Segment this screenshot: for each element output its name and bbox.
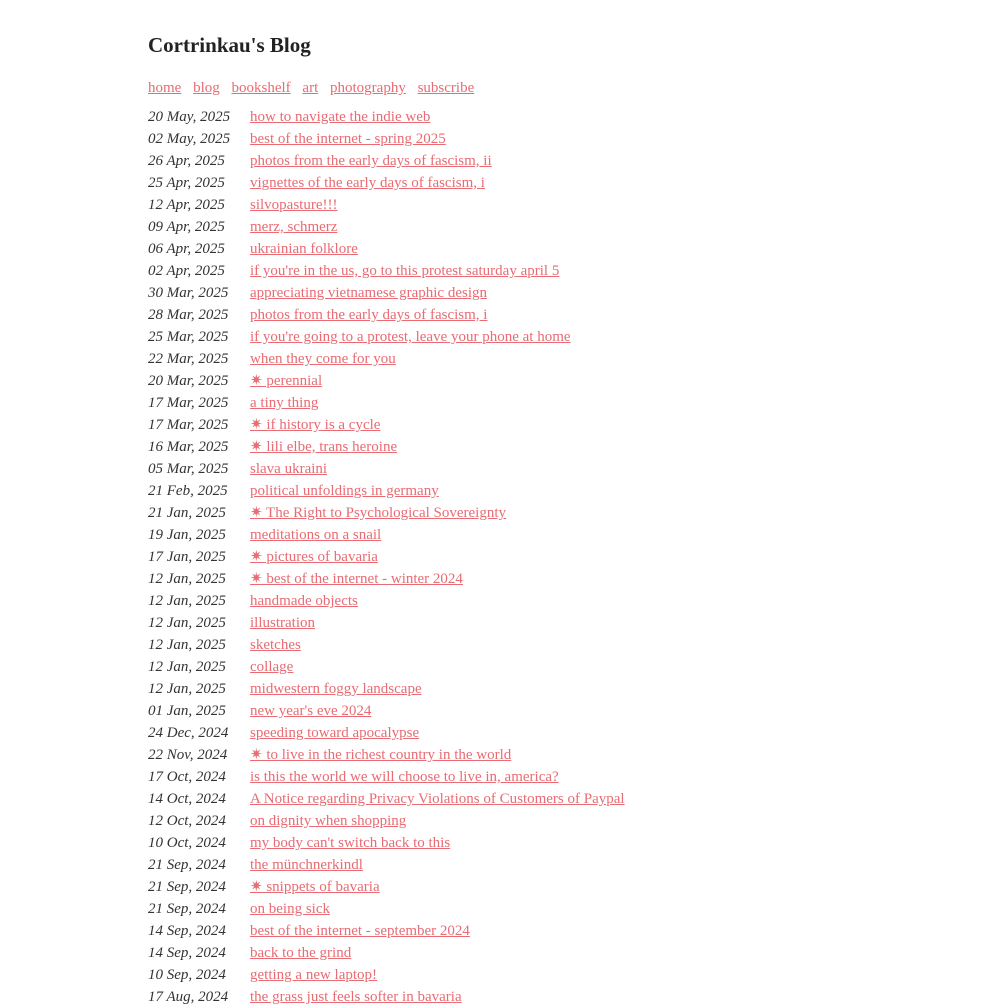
post-row	[148, 524, 848, 546]
post-date: 12 Jan, 2025	[148, 593, 226, 609]
post-row	[148, 414, 848, 436]
post-row	[148, 348, 848, 370]
post-date: 25 Apr, 2025	[148, 175, 225, 191]
post-link[interactable]: if you're going to a protest, leave your phone at home	[250, 329, 571, 345]
post-row	[148, 612, 848, 634]
post-link[interactable]: A Notice regarding Privacy Violations of Customers of Paypal	[250, 791, 625, 807]
post-date: 12 Apr, 2025	[148, 197, 225, 213]
post-date: 05 Mar, 2025	[148, 461, 229, 477]
post-date: 21 Sep, 2024	[148, 879, 226, 895]
post-date: 14 Oct, 2024	[148, 791, 226, 807]
post-link[interactable]: collage	[250, 659, 294, 675]
post-link[interactable]: if you're in the us, go to this protest saturday april 5	[250, 263, 560, 279]
post-link[interactable]: political unfoldings in germany	[250, 483, 439, 499]
post-date: 12 Jan, 2025	[148, 637, 226, 653]
post-link[interactable]: ✷ snippets of bavaria	[250, 879, 380, 895]
post-date: 17 Mar, 2025	[148, 395, 229, 411]
post-date: 12 Jan, 2025	[148, 681, 226, 697]
post-row	[148, 392, 848, 414]
post-link[interactable]: meditations on a snail	[250, 527, 382, 543]
post-row	[148, 832, 848, 854]
post-link[interactable]: ✷ lili elbe, trans heroine	[250, 439, 398, 455]
post-date: 22 Mar, 2025	[148, 351, 229, 367]
post-date: 28 Mar, 2025	[148, 307, 229, 323]
post-date: 17 Jan, 2025	[148, 549, 226, 565]
post-row	[148, 128, 848, 150]
post-row	[148, 194, 848, 216]
post-link[interactable]: back to the grind	[250, 945, 352, 961]
post-row	[148, 238, 848, 260]
post-date: 12 Jan, 2025	[148, 659, 226, 675]
post-date: 02 May, 2025	[148, 131, 231, 147]
post-row	[148, 216, 848, 238]
post-link[interactable]: photos from the early days of fascism, ii	[250, 153, 492, 169]
nav-link-bookshelf[interactable]: bookshelf	[231, 80, 291, 96]
post-row	[148, 854, 848, 876]
nav-link-subscribe[interactable]: subscribe	[417, 80, 475, 96]
post-row	[148, 876, 848, 898]
post-date: 09 Apr, 2025	[148, 219, 225, 235]
post-link[interactable]: new year's eve 2024	[250, 703, 372, 719]
post-row	[148, 942, 848, 964]
post-date: 12 Jan, 2025	[148, 571, 226, 587]
post-date: 12 Jan, 2025	[148, 615, 226, 631]
post-link[interactable]: sketches	[250, 637, 301, 653]
post-row	[148, 150, 848, 172]
post-date: 24 Dec, 2024	[148, 725, 229, 741]
post-date: 10 Sep, 2024	[148, 967, 226, 983]
post-date: 30 Mar, 2025	[148, 285, 229, 301]
post-link[interactable]: slava ukraini	[250, 461, 328, 477]
post-link[interactable]: ✷ pictures of bavaria	[250, 549, 378, 565]
post-link[interactable]: merz, schmerz	[250, 219, 338, 235]
post-link[interactable]: a tiny thing	[250, 395, 319, 411]
post-date: 19 Jan, 2025	[148, 527, 226, 543]
nav-link-photography[interactable]: photography	[330, 80, 406, 96]
post-link[interactable]: ✷ best of the internet - winter 2024	[250, 571, 463, 587]
post-row	[148, 546, 848, 568]
post-link[interactable]: appreciating vietnamese graphic design	[250, 285, 487, 301]
post-link[interactable]: the grass just feels softer in bavaria	[250, 989, 462, 1005]
post-date: 14 Sep, 2024	[148, 945, 226, 961]
post-row	[148, 370, 848, 392]
post-link[interactable]: getting a new laptop!	[250, 967, 378, 983]
post-link[interactable]: ✷ if history is a cycle	[250, 417, 381, 433]
blog-title: Cortrinkau's Blog	[148, 33, 311, 57]
post-date: 02 Apr, 2025	[148, 263, 225, 279]
post-link[interactable]: ✷ to live in the richest country in the world	[250, 747, 512, 763]
post-row	[148, 634, 848, 656]
post-date: 20 May, 2025	[148, 109, 231, 125]
post-row	[148, 766, 848, 788]
post-date: 21 Sep, 2024	[148, 901, 226, 917]
post-row	[148, 260, 848, 282]
post-row	[148, 106, 848, 128]
post-row	[148, 304, 848, 326]
post-date: 16 Mar, 2025	[148, 439, 229, 455]
post-date: 20 Mar, 2025	[148, 373, 229, 389]
post-row	[148, 458, 848, 480]
post-date: 01 Jan, 2025	[148, 703, 226, 719]
post-date: 17 Mar, 2025	[148, 417, 229, 433]
post-link[interactable]: how to navigate the indie web	[250, 109, 431, 125]
post-link[interactable]: speeding toward apocalypse	[250, 725, 420, 741]
post-link[interactable]: my body can't switch back to this	[250, 835, 451, 851]
page-container	[148, 30, 848, 1008]
post-date: 25 Mar, 2025	[148, 329, 229, 345]
post-row	[148, 502, 848, 524]
post-link[interactable]: handmade objects	[250, 593, 358, 609]
post-link[interactable]: ✷ perennial	[250, 373, 323, 389]
post-link[interactable]: ukrainian folklore	[250, 241, 358, 257]
post-date: 06 Apr, 2025	[148, 241, 225, 257]
post-row	[148, 898, 848, 920]
main-nav	[148, 76, 848, 100]
post-date: 21 Sep, 2024	[148, 857, 226, 873]
post-link[interactable]: is this the world we will choose to live in, america?	[250, 769, 559, 785]
post-link[interactable]: ✷ The Right to Psychological Sovereignty	[250, 505, 507, 521]
post-date: 26 Apr, 2025	[148, 153, 225, 169]
post-date: 17 Oct, 2024	[148, 769, 226, 785]
post-link[interactable]: illustration	[250, 615, 315, 631]
post-row	[148, 590, 848, 612]
post-date: 10 Oct, 2024	[148, 835, 226, 851]
nav-link-blog[interactable]: blog	[193, 80, 220, 96]
post-link[interactable]: when they come for you	[250, 351, 396, 367]
post-link[interactable]: on being sick	[250, 901, 330, 917]
post-row	[148, 986, 848, 1008]
post-row	[148, 568, 848, 590]
post-row	[148, 282, 848, 304]
post-row	[148, 172, 848, 194]
post-row	[148, 964, 848, 986]
post-row	[148, 436, 848, 458]
post-row	[148, 722, 848, 744]
post-link[interactable]: photos from the early days of fascism, i	[250, 307, 488, 323]
post-row	[148, 656, 848, 678]
post-row	[148, 678, 848, 700]
post-row	[148, 700, 848, 722]
post-date: 21 Feb, 2025	[148, 483, 228, 499]
post-row	[148, 810, 848, 832]
post-link[interactable]: on dignity when shopping	[250, 813, 407, 829]
post-date: 22 Nov, 2024	[148, 747, 228, 763]
post-row	[148, 920, 848, 942]
post-date: 12 Oct, 2024	[148, 813, 226, 829]
post-link[interactable]: the münchnerkindl	[250, 857, 363, 873]
post-link[interactable]: midwestern foggy landscape	[250, 681, 422, 697]
post-link[interactable]: best of the internet - september 2024	[250, 923, 470, 939]
post-date: 14 Sep, 2024	[148, 923, 226, 939]
nav-link-home[interactable]: home	[148, 80, 182, 96]
post-link[interactable]: vignettes of the early days of fascism, i	[250, 175, 485, 191]
post-link[interactable]: silvopasture!!!	[250, 197, 338, 213]
post-date: 21 Jan, 2025	[148, 505, 226, 521]
post-row	[148, 480, 848, 502]
post-link[interactable]: best of the internet - spring 2025	[250, 131, 446, 147]
post-row	[148, 788, 848, 810]
post-row	[148, 744, 848, 766]
nav-link-art[interactable]: art	[302, 80, 319, 96]
post-date: 17 Aug, 2024	[148, 989, 229, 1005]
post-list	[148, 106, 848, 1008]
post-row	[148, 326, 848, 348]
